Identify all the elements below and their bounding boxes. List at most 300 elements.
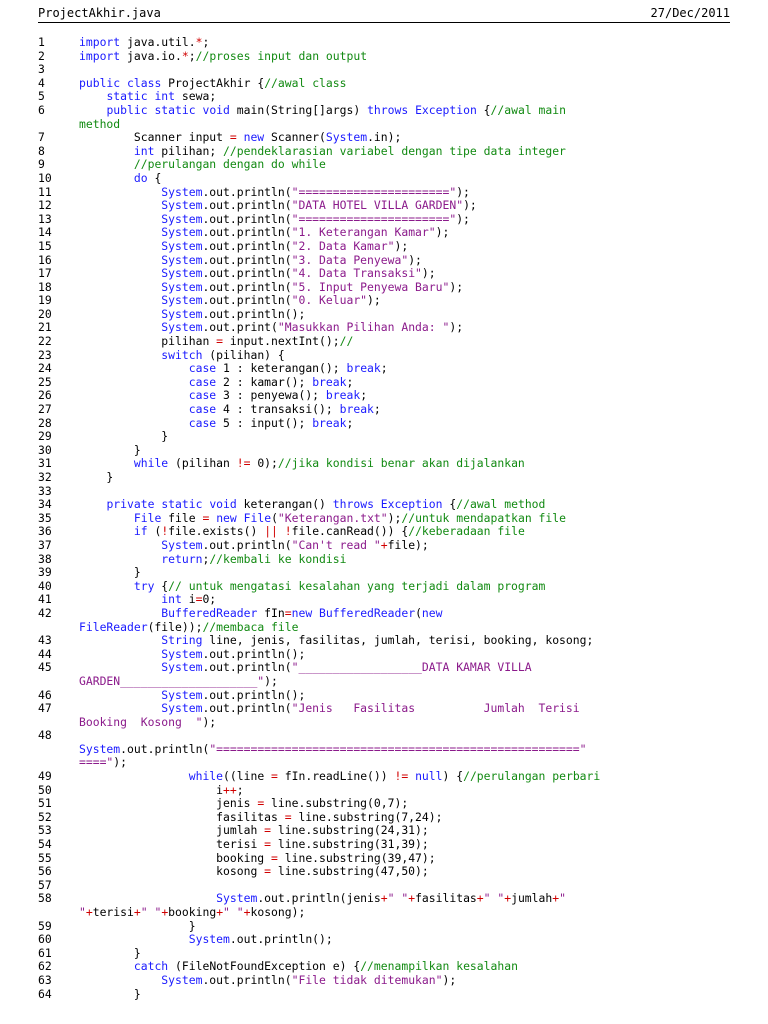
code-text [79,756,127,770]
code-token: (FileNotFoundException e) { [168,959,361,974]
code-token: } [79,442,141,457]
code-text [79,811,442,825]
code-token: ); [394,238,409,253]
code-line [38,974,730,988]
code-text [79,444,141,458]
code-token [79,293,161,307]
line-number: 46 [38,687,52,702]
code-text [79,661,532,675]
code-line [38,240,730,254]
line-number: 31 [38,456,52,471]
code-token: System [161,184,203,199]
code-token: line, jenis, fasilitas, jumlah, terisi, booking, kosong; [202,633,594,648]
code-token: case [188,361,217,376]
code-token: //awal class [264,75,347,90]
code-token: .out.println( [202,266,292,281]
code-token: String [161,633,203,648]
code-token: case [188,388,217,403]
code-token [79,361,189,375]
code-token [79,307,161,321]
code-token: "DATA HOTEL VILLA GARDEN" [291,198,464,213]
code-text [79,145,566,159]
code-line [38,349,730,363]
line-number: 1 [38,35,45,49]
code-token: break [312,374,347,389]
code-line [38,226,730,240]
line-number: 5 [38,89,45,104]
code-token: static [154,102,196,117]
code-token: != [394,769,409,784]
code-token: System [161,252,203,267]
code-token: //pendeklarasian variabel dengan tipe data integer [223,143,566,158]
code-token [79,103,106,117]
code-line [38,389,730,403]
code-token [79,348,161,362]
code-text [79,403,381,417]
code-token: terisi [92,905,134,919]
code-token: .out.println( [202,701,292,716]
code-token: .out.println(); [202,687,306,702]
code-token: FileReader [79,619,148,634]
code-token [79,592,161,606]
code-token: } [79,918,196,933]
line-number: 58 [38,891,52,906]
code-text [79,920,196,934]
code-token: ====" [79,755,114,770]
line-number: 36 [38,524,52,539]
line-number: 38 [38,551,52,566]
code-line-continuation [38,743,730,757]
code-line [38,498,730,512]
code-text [79,580,545,594]
code-token: line.substring(7,24); [291,809,443,824]
code-line [38,960,730,974]
code-token [79,497,106,511]
code-token: + [243,905,251,919]
code-line [38,63,730,77]
code-text [79,254,422,268]
code-token: .out.println(jenis [257,891,381,906]
code-token: .in); [367,130,402,145]
line-number: 62 [38,959,52,974]
line-number: 39 [38,565,52,580]
code-token: ; [202,35,210,49]
code-token: ; [360,388,368,403]
code-text [79,743,587,757]
code-text [79,36,209,50]
code-token: GARDEN____________________" [79,673,265,688]
code-line [38,77,730,91]
code-text [79,417,353,431]
code-token: ); [264,673,278,688]
code-line [38,335,730,349]
code-token: if [133,524,148,539]
code-token: = [264,823,272,838]
code-token [79,416,189,430]
code-line-continuation [38,906,730,920]
code-text [79,349,285,363]
code-token: ); [463,198,477,213]
code-line [38,512,730,526]
line-number: 30 [38,442,52,457]
line-number: 32 [38,470,52,484]
code-token [79,280,161,294]
code-token: System [216,891,258,906]
code-token: int [154,89,176,104]
code-token: break [325,388,361,403]
page-header [38,6,730,20]
line-number: 41 [38,592,52,607]
code-token: input.nextInt(); [223,334,340,349]
code-token: .out.println(); [229,932,333,947]
code-line [38,920,730,934]
code-token: i [181,592,196,607]
code-token: "2. Data Kamar" [291,238,395,253]
code-token: System [161,279,203,294]
code-token: import [79,48,121,63]
code-line [38,947,730,961]
code-line [38,254,730,268]
code-token: " " [387,891,409,906]
code-token: .out.println( [202,293,292,308]
code-token: //proses input dan output [195,48,368,63]
code-line [38,267,730,281]
code-token: ( [271,510,278,525]
code-token [374,497,381,511]
code-token: "Jenis Fasilitas Jumlah Terisi [291,701,580,716]
code-token: //keberadaan file [408,524,525,539]
line-number: 8 [38,143,45,158]
code-token: = [271,769,278,784]
code-line [38,933,730,947]
code-token: (file)); [147,619,203,634]
code-line-continuation [38,756,730,770]
code-token [79,660,161,674]
code-token: fIn.readLine()) [277,769,395,784]
code-token: " " [483,891,505,906]
code-token [79,932,189,946]
code-token: + [85,905,93,919]
code-token: keterangan() [236,497,333,512]
code-token: + [552,891,560,906]
line-number: 63 [38,972,52,987]
code-token: "3. Data Penyewa" [291,252,409,267]
code-token: file [161,510,203,525]
code-token: "======================" [291,184,457,199]
code-token: // [339,334,354,349]
code-line [38,580,730,594]
line-number: 28 [38,415,52,430]
code-token: java.io. [120,48,182,63]
line-number: 40 [38,578,52,593]
code-token: (pilihan) { [202,347,285,362]
code-token: //kembali ke kondisi [209,551,347,566]
code-token: //jika kondisi benar akan dijalankan [277,456,525,471]
code-line [38,539,730,553]
code-token: pilihan; [154,143,224,158]
code-token: .out.println( [202,238,292,253]
code-token: new [216,510,237,525]
code-token: .out.println( [202,972,292,987]
code-line-continuation [38,716,730,730]
code-token: * [181,48,189,63]
code-line-continuation [38,621,730,635]
code-token: ); [387,510,402,525]
line-number: 64 [38,986,52,1001]
code-token [79,769,189,783]
code-text [79,838,429,852]
code-token: //menampilkan kesalahan [360,959,518,974]
code-token: { [476,102,491,117]
code-text [79,852,436,866]
file-name: ProjectAkhir.java [38,6,161,20]
code-token: //untuk mendapatkan file [401,510,566,525]
code-token: = [229,130,237,145]
code-token: ! [161,524,169,539]
code-token: = [271,850,278,865]
code-token: // untuk mengatasi kesalahan yang terjadi dalam program [168,578,546,593]
code-token: System [325,130,368,145]
code-line [38,865,730,879]
code-token: "1. Keterangan Kamar" [291,225,436,240]
code-token: "Masukkan Pilihan Anda: " [277,320,450,335]
code-token: { [154,578,169,593]
code-token: = [284,809,292,824]
code-token: + [161,905,169,919]
code-text [79,933,333,947]
code-text [79,308,305,322]
code-token: } [79,429,169,444]
code-token: ( [147,524,162,539]
code-text [79,321,463,335]
code-token: Scanner input [79,130,230,145]
code-token: line.substring(24,31); [271,823,429,838]
code-token [79,89,106,103]
line-number: 16 [38,252,52,267]
code-token: "======================" [291,211,457,226]
code-token: Booking Kosong " [79,714,203,729]
code-token [79,225,161,239]
code-line [38,702,730,716]
code-text [79,362,388,376]
code-token [79,959,134,973]
line-number: 44 [38,646,52,661]
code-token: System [161,701,203,716]
code-text [79,281,463,295]
code-token [79,633,161,647]
code-token: = [284,605,292,620]
code-line [38,321,730,335]
code-text [79,104,566,118]
code-token: " " [223,905,244,919]
code-token: throws [367,102,409,117]
code-token [79,144,134,158]
code-token: System [161,266,203,281]
code-token: .out.println( [202,225,292,240]
code-token: .out.println(); [202,306,306,321]
code-line [38,892,730,906]
code-token: || [264,524,278,539]
code-token: + [133,905,141,919]
code-token: "Can't read " [291,537,381,552]
code-token: while [188,769,224,784]
code-line [38,566,730,580]
line-number: 55 [38,850,52,865]
code-line [38,811,730,825]
code-text [79,797,408,811]
code-token: " " [140,905,162,919]
code-token: "File tidak ditemukan" [291,972,443,987]
code-token: method [79,116,121,131]
code-token: file); [387,537,429,552]
code-line [38,661,730,675]
code-token [79,157,134,171]
code-token: java.util. [120,35,196,49]
line-number: 49 [38,769,52,784]
code-text [79,593,216,607]
code-token: booking [79,850,272,865]
code-token [79,171,134,185]
code-token: 0); [250,456,278,471]
code-listing [38,36,730,1001]
code-token: File [243,510,272,525]
code-text [79,172,161,186]
code-token [79,375,189,389]
line-number: 60 [38,932,52,947]
code-token: new [243,130,265,145]
code-token: do [133,170,148,185]
line-number: 22 [38,334,52,349]
line-number: 11 [38,184,52,199]
code-text [79,199,477,213]
code-line [38,729,730,743]
code-token: Exception [380,497,443,512]
code-token: kosong [79,864,265,879]
code-token: .out.println( [120,741,210,756]
code-line [38,294,730,308]
code-token: 2 : kamar(); [216,374,313,389]
line-number: 50 [38,782,52,797]
code-text [79,906,305,920]
code-token: } [79,470,114,484]
code-line [38,634,730,648]
code-token: ++ [223,782,237,797]
code-line [38,199,730,213]
code-token: .out.println( [202,279,292,294]
code-token: break [339,402,374,417]
code-token: BufferedReader [319,605,416,620]
code-token: + [476,891,484,906]
code-line [38,158,730,172]
code-token: //awal method [456,497,546,512]
code-token: jumlah [511,891,553,906]
code-token: "4. Data Transaksi" [291,266,422,281]
code-text [79,974,456,988]
code-token: " [79,905,86,919]
line-number: 27 [38,402,52,417]
code-text [79,702,580,716]
code-token: ); [456,211,470,226]
line-number: 33 [38,483,52,498]
code-token [79,456,134,470]
code-token: null [415,769,443,784]
code-line-continuation [38,675,730,689]
code-token [79,538,161,552]
line-number: 10 [38,170,52,185]
code-token [79,524,134,538]
code-text [79,213,470,227]
code-token [237,130,244,144]
code-token: ; [188,48,196,63]
code-token: = [216,334,224,349]
code-token [79,701,161,715]
code-text [79,566,141,580]
code-token: System [161,537,203,552]
code-text [79,634,593,648]
code-token: System [79,741,121,756]
code-token: throws [332,497,374,512]
code-text [79,77,346,91]
code-token [79,320,161,334]
code-line-continuation [38,118,730,132]
code-token: = [264,837,272,852]
code-token: System [161,687,203,702]
code-token [79,688,161,702]
code-token: ); [456,184,470,199]
header-rule [38,22,730,23]
line-number: 14 [38,225,52,240]
code-token: try [133,578,155,593]
code-token: " [559,891,566,906]
code-token: break [346,361,381,376]
line-number: 37 [38,537,52,552]
code-token [79,606,161,620]
code-token: ; [380,361,388,376]
code-token: "Keterangan.txt" [277,510,388,525]
code-token [79,388,189,402]
code-text [79,675,278,689]
code-text [79,240,408,254]
line-number: 21 [38,320,52,335]
code-token: line.substring(39,47); [277,850,436,865]
code-token: System [161,198,203,213]
code-token: + [216,905,224,919]
line-number: 9 [38,157,45,172]
code-token: "=====================================================" [209,741,587,756]
code-token: ); [442,972,457,987]
code-token: //perulangan perbari [463,769,601,784]
code-token: System [161,293,203,308]
code-line [38,104,730,118]
code-text [79,892,566,906]
code-line [38,607,730,621]
line-number: 45 [38,660,52,675]
code-token: class [127,75,162,90]
code-text [79,50,367,64]
code-token: + [504,891,512,906]
line-number: 13 [38,211,52,226]
code-text [79,824,429,838]
code-line [38,90,730,104]
code-token: .out.print( [202,320,278,335]
code-token: case [188,402,217,417]
code-token: sewa; [175,89,217,104]
code-token: line.substring(31,39); [271,837,429,852]
code-token [79,579,134,593]
code-token [79,253,161,267]
code-token: ; [346,374,354,389]
code-token: System [161,646,203,661]
